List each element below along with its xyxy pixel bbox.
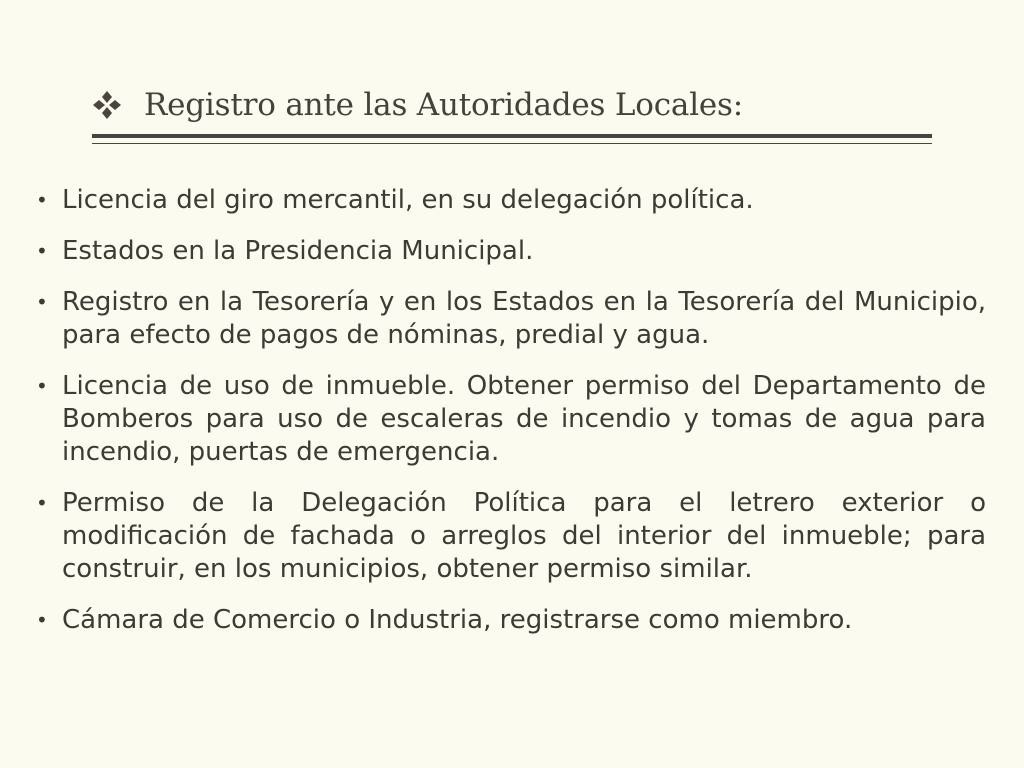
bullet-icon: • bbox=[36, 608, 48, 632]
title-rule-thick bbox=[92, 134, 932, 138]
list-item bbox=[36, 184, 986, 217]
list-item bbox=[36, 487, 986, 586]
list-item bbox=[36, 286, 986, 352]
list-item bbox=[36, 235, 986, 268]
list-item-text: Cámara de Comercio o Industria, registrarse como miembro. bbox=[62, 605, 853, 635]
list-item-text: Licencia del giro mercantil, en su delegación política. bbox=[62, 185, 754, 215]
list-item-text: Registro en la Tesorería y en los Estados en la Tesorería del Municipio, para efecto de pagos de nóminas, predial y agua. bbox=[62, 287, 986, 350]
bullet-icon: • bbox=[36, 374, 48, 398]
list-item bbox=[36, 370, 986, 469]
list-item-text: Licencia de uso de inmueble. Obtener permiso del Departamento de Bomberos para uso de escaleras de incendio y tomas de agua para incendio, puertas de emergencia. bbox=[62, 371, 986, 467]
bullet-icon: • bbox=[36, 491, 48, 515]
list-item-text: Permiso de la Delegación Política para el letrero exterior o modificación de fachada o arreglos del interior del inmueble; para construir, en los municipios, obtener permiso similar. bbox=[62, 488, 986, 584]
page-title: Registro ante las Autoridades Locales: bbox=[144, 87, 744, 123]
bullet-list bbox=[36, 184, 986, 655]
title-rule-thin bbox=[92, 143, 932, 144]
bullet-icon: • bbox=[36, 188, 48, 212]
list-item-text: Estados en la Presidencia Municipal. bbox=[62, 236, 534, 266]
bullet-icon: • bbox=[36, 290, 48, 314]
bullet-icon: • bbox=[36, 239, 48, 263]
diamond-cluster-icon bbox=[92, 90, 122, 120]
title-row bbox=[92, 80, 743, 130]
list-item bbox=[36, 604, 986, 637]
